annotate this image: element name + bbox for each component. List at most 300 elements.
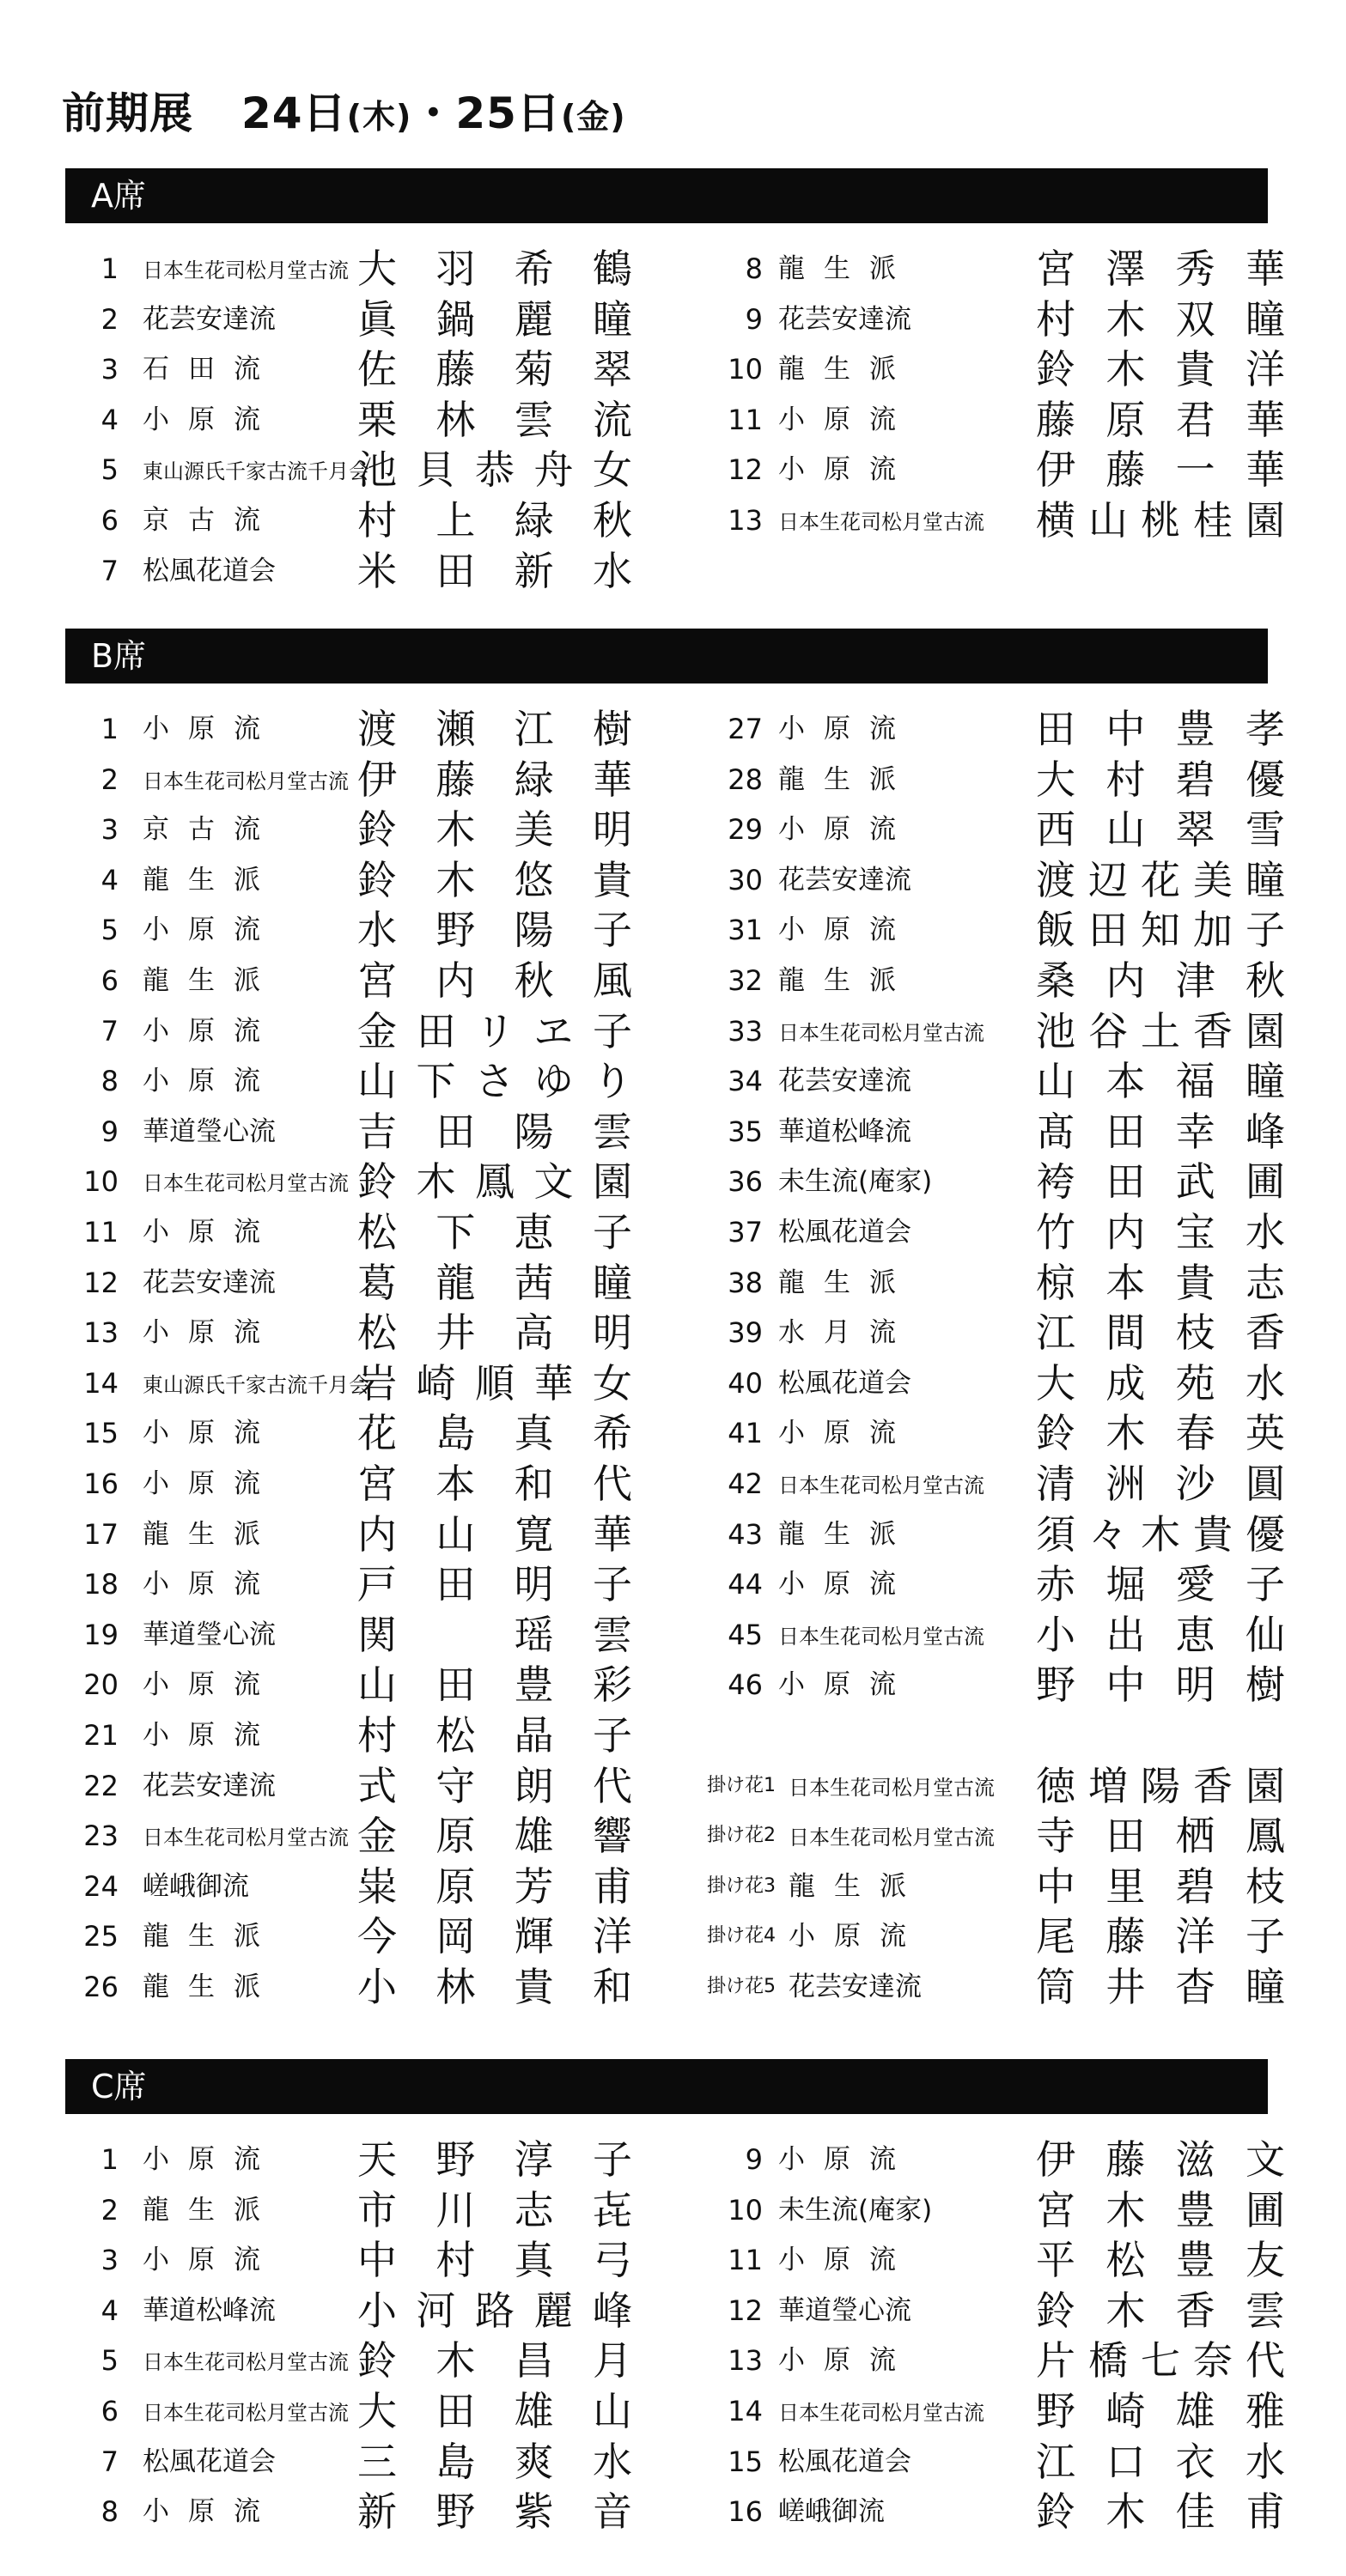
artist-name: 大羽希鶴 bbox=[357, 246, 632, 292]
entry-number: 43 bbox=[728, 1517, 763, 1551]
artist-name: 市川志㐂 bbox=[357, 2186, 632, 2233]
school-name: 日本生花司松月堂古流 bbox=[778, 1624, 984, 1649]
entry-row bbox=[65, 2336, 632, 2385]
school-name: 松風花道会 bbox=[143, 555, 276, 586]
entry-row bbox=[65, 2286, 632, 2336]
school-name: 龍生派 bbox=[778, 1267, 915, 1298]
school-name: 日本生花司松月堂古流 bbox=[143, 1826, 349, 1850]
entry-number: 掛け花5 bbox=[707, 1976, 776, 1997]
entry-number: 24 bbox=[83, 1869, 119, 1903]
entry-number: 22 bbox=[83, 1769, 119, 1802]
entry-number: 6 bbox=[100, 2395, 119, 2427]
entry-number: 35 bbox=[728, 1115, 763, 1148]
entry-row bbox=[65, 2386, 632, 2436]
entry-row bbox=[65, 1710, 632, 1760]
entry-row bbox=[65, 445, 632, 495]
entry-number: 13 bbox=[83, 1316, 119, 1350]
school-name: 日本生花司松月堂古流 bbox=[778, 510, 984, 534]
artist-name: 平松豊友 bbox=[1036, 2237, 1285, 2284]
entry-number: 15 bbox=[83, 1417, 119, 1450]
entry-number: 3 bbox=[100, 813, 119, 847]
artist-name: 鈴木貴洋 bbox=[1036, 346, 1285, 393]
artist-name: 野中明樹 bbox=[1036, 1662, 1285, 1709]
school-name: 龍生派 bbox=[778, 253, 915, 284]
school-name: 小原流 bbox=[143, 2496, 279, 2528]
entry-row bbox=[701, 395, 1285, 445]
entry-number: 掛け花2 bbox=[707, 1825, 776, 1847]
school-name: 小原流 bbox=[143, 1418, 279, 1449]
entry-row bbox=[65, 1911, 632, 1961]
entry-number: 10 bbox=[728, 2193, 763, 2227]
school-name: 京古流 bbox=[143, 814, 279, 846]
entry-number: 7 bbox=[100, 554, 119, 587]
entry-row bbox=[701, 1107, 1285, 1157]
artist-name: 新野紫音 bbox=[357, 2488, 632, 2536]
artist-name: 須々木貴優 bbox=[1036, 1510, 1285, 1558]
school-name: 松風花道会 bbox=[778, 2445, 911, 2477]
section-header: B席 bbox=[65, 629, 1268, 683]
entry-row bbox=[65, 1660, 632, 1710]
artist-name: 江間枝香 bbox=[1036, 1309, 1285, 1357]
artist-name: 髙田幸峰 bbox=[1036, 1108, 1285, 1155]
entry-number: 2 bbox=[100, 302, 119, 336]
artist-name: 鈴木佳甫 bbox=[1036, 2488, 1285, 2536]
artist-name: 金原雄響 bbox=[357, 1813, 632, 1860]
entry-number: 17 bbox=[83, 1517, 119, 1551]
school-name: 小原流 bbox=[143, 1669, 279, 1701]
school-name: 龍生派 bbox=[143, 965, 279, 996]
school-name: 小原流 bbox=[778, 1569, 915, 1601]
entry-row bbox=[701, 1510, 1285, 1559]
entry-row bbox=[65, 2437, 632, 2487]
school-name: 花芸安達流 bbox=[789, 1971, 922, 2002]
school-name: 嵯峨御流 bbox=[778, 2496, 885, 2528]
entry-row bbox=[65, 2135, 632, 2184]
entry-number: 4 bbox=[100, 2293, 119, 2327]
weekday-2: (金) bbox=[560, 98, 626, 136]
entry-row bbox=[701, 1761, 1285, 1811]
artist-name: 野崎雄雅 bbox=[1036, 2388, 1285, 2434]
entry-row bbox=[65, 1559, 632, 1609]
school-name: 小原流 bbox=[143, 1569, 279, 1601]
entry-row bbox=[65, 295, 632, 344]
artist-name: 宮本和代 bbox=[357, 1461, 632, 1507]
entry-row bbox=[65, 1258, 632, 1308]
entry-number: 8 bbox=[100, 2495, 119, 2529]
entry-number: 1 bbox=[100, 2143, 119, 2176]
entry-row bbox=[65, 956, 632, 1005]
entry-row bbox=[701, 1157, 1285, 1206]
entry-row bbox=[701, 2235, 1285, 2285]
artist-name: 飯田知加子 bbox=[1036, 907, 1285, 954]
school-name: 未生流(庵家) bbox=[778, 1166, 933, 1198]
school-name: 小原流 bbox=[143, 2144, 279, 2175]
section-a bbox=[65, 168, 1285, 605]
artist-name: 関 瑶雲 bbox=[357, 1611, 632, 1658]
school-name: 龍生派 bbox=[143, 1971, 279, 2002]
entry-row bbox=[701, 1207, 1285, 1257]
entry-number: 36 bbox=[728, 1165, 763, 1199]
artist-name: 金田リヱ子 bbox=[357, 1007, 632, 1054]
entry-number: 7 bbox=[100, 2445, 119, 2478]
entry-number: 15 bbox=[728, 2445, 763, 2478]
entry-row bbox=[701, 2487, 1285, 2537]
entry-number: 12 bbox=[728, 453, 763, 487]
artist-name: 山田豊彩 bbox=[357, 1662, 632, 1709]
entry-row bbox=[701, 855, 1285, 905]
entry-row bbox=[65, 1006, 632, 1056]
artist-name: 寺田栖鳳 bbox=[1036, 1813, 1285, 1860]
artist-name: 内山寛華 bbox=[357, 1510, 632, 1558]
entry-number: 46 bbox=[728, 1668, 763, 1702]
artist-name: 伊藤滋文 bbox=[1036, 2136, 1285, 2183]
school-name: 龍生派 bbox=[143, 2194, 279, 2226]
entry-row bbox=[65, 2185, 632, 2235]
entry-row bbox=[701, 1660, 1285, 1710]
entry-number: 8 bbox=[745, 252, 763, 285]
entry-number: 33 bbox=[728, 1014, 763, 1048]
entry-number: 25 bbox=[83, 1920, 119, 1953]
entry-row bbox=[65, 855, 632, 905]
entry-number: 30 bbox=[728, 863, 763, 896]
school-name: 小原流 bbox=[143, 1066, 279, 1097]
entry-row bbox=[701, 805, 1285, 854]
artist-name: 横山桃桂園 bbox=[1036, 497, 1285, 544]
school-name: 未生流(庵家) bbox=[778, 2194, 933, 2226]
entry-number: 8 bbox=[100, 1065, 119, 1098]
entry-row bbox=[65, 1157, 632, 1206]
school-name: 日本生花司松月堂古流 bbox=[143, 769, 349, 793]
entry-number: 11 bbox=[728, 403, 763, 436]
entry-number: 16 bbox=[83, 1467, 119, 1500]
artist-name: 竹内宝水 bbox=[1036, 1209, 1285, 1255]
entry-number: 12 bbox=[728, 2293, 763, 2327]
school-name: 松風花道会 bbox=[778, 1217, 911, 1248]
school-name: 小原流 bbox=[778, 2345, 915, 2377]
entry-number: 14 bbox=[728, 2395, 763, 2427]
entry-number: 3 bbox=[100, 2244, 119, 2277]
artist-name: 村松晶子 bbox=[357, 1712, 632, 1759]
entry-row bbox=[701, 1559, 1285, 1609]
school-name: 龍生派 bbox=[778, 965, 915, 996]
artist-name: 今岡輝洋 bbox=[357, 1913, 632, 1960]
entry-number: 44 bbox=[728, 1568, 763, 1601]
entry-number: 14 bbox=[83, 1366, 119, 1400]
school-name: 花芸安達流 bbox=[778, 303, 911, 335]
entry-number: 10 bbox=[728, 353, 763, 386]
entry-number: 38 bbox=[728, 1266, 763, 1299]
school-name: 小原流 bbox=[778, 454, 915, 486]
entry-number: 23 bbox=[83, 1820, 119, 1853]
weekday-1: (木) bbox=[346, 98, 412, 136]
artist-name: 池貝恭舟女 bbox=[357, 447, 632, 494]
entry-number: 4 bbox=[100, 863, 119, 896]
school-name: 龍生派 bbox=[778, 354, 915, 386]
entry-number: 32 bbox=[728, 964, 763, 997]
school-name: 日本生花司松月堂古流 bbox=[143, 2350, 349, 2375]
entry-number: 41 bbox=[728, 1417, 763, 1450]
artist-name: 尾藤洋子 bbox=[1036, 1913, 1285, 1960]
school-name: 小原流 bbox=[143, 914, 279, 946]
entry-row bbox=[65, 1207, 632, 1257]
entry-row bbox=[701, 704, 1285, 754]
entry-number: 9 bbox=[745, 302, 763, 336]
page-title bbox=[62, 79, 626, 141]
entry-row bbox=[701, 2135, 1285, 2184]
school-name: 日本生花司松月堂古流 bbox=[789, 1826, 995, 1850]
entry-number: 6 bbox=[100, 964, 119, 997]
artist-name: 宮木豊圃 bbox=[1036, 2186, 1285, 2233]
entry-number: 16 bbox=[728, 2495, 763, 2529]
school-name: 小原流 bbox=[778, 1418, 915, 1449]
entry-row bbox=[65, 546, 632, 596]
school-name: 華道瑩心流 bbox=[778, 2294, 911, 2326]
entry-row bbox=[65, 1811, 632, 1861]
school-name: 日本生花司松月堂古流 bbox=[143, 1171, 349, 1196]
entry-row bbox=[701, 755, 1285, 805]
entry-row bbox=[701, 1358, 1285, 1408]
entry-row bbox=[65, 1358, 632, 1408]
artist-name: 田中豊孝 bbox=[1036, 706, 1285, 752]
entry-row bbox=[701, 1258, 1285, 1308]
entry-number: 12 bbox=[83, 1266, 119, 1299]
school-name: 華道瑩心流 bbox=[143, 1115, 276, 1147]
artist-name: 中村真弓 bbox=[357, 2237, 632, 2284]
entry-number: 27 bbox=[728, 713, 763, 745]
entry-number: 6 bbox=[100, 504, 119, 537]
school-name: 花芸安達流 bbox=[143, 1770, 276, 1801]
entry-number: 19 bbox=[83, 1618, 119, 1651]
artist-name: 中里碧枝 bbox=[1036, 1862, 1285, 1910]
artist-name: 袴田武圃 bbox=[1036, 1158, 1285, 1206]
entry-list bbox=[65, 704, 1285, 2044]
school-name: 小原流 bbox=[778, 914, 915, 946]
entry-row bbox=[701, 2286, 1285, 2336]
entry-row bbox=[701, 905, 1285, 955]
entry-row bbox=[65, 1408, 632, 1458]
entry-row bbox=[701, 1911, 1285, 1961]
entry-number: 4 bbox=[100, 403, 119, 436]
artist-name: 吉田陽雲 bbox=[357, 1108, 632, 1155]
school-name: 小原流 bbox=[778, 714, 915, 744]
school-name: 華道松峰流 bbox=[143, 2294, 276, 2326]
entry-row bbox=[701, 2386, 1285, 2436]
entry-row bbox=[65, 1962, 632, 2012]
school-name: 京古流 bbox=[143, 505, 279, 536]
entry-row bbox=[65, 1862, 632, 1911]
school-name: 小原流 bbox=[143, 404, 279, 435]
school-name: 嵯峨御流 bbox=[143, 1870, 249, 1902]
entry-row bbox=[701, 2336, 1285, 2385]
entry-row bbox=[701, 1811, 1285, 1861]
artist-name: 江口衣水 bbox=[1036, 2438, 1285, 2485]
entry-number: 39 bbox=[728, 1316, 763, 1350]
artist-name: 小河路麗峰 bbox=[357, 2287, 632, 2334]
artist-name: 鈴木香雲 bbox=[1036, 2287, 1285, 2334]
entry-number: 28 bbox=[728, 762, 763, 796]
artist-name: 小林貴和 bbox=[357, 1964, 632, 2010]
entry-row bbox=[65, 755, 632, 805]
entry-row bbox=[701, 244, 1285, 294]
artist-name: 渡瀬江樹 bbox=[357, 706, 632, 752]
section-c bbox=[65, 2059, 1285, 2547]
entry-row bbox=[701, 1408, 1285, 1458]
artist-name: 山下さゆり bbox=[357, 1058, 632, 1105]
artist-name: 水野陽子 bbox=[357, 907, 632, 954]
section-header: C席 bbox=[65, 2059, 1268, 2114]
entry-number: 34 bbox=[728, 1065, 763, 1098]
entry-row bbox=[65, 905, 632, 955]
entry-number: 13 bbox=[728, 2344, 763, 2378]
artist-name: 鈴木美明 bbox=[357, 806, 632, 854]
artist-name: 岩崎順華女 bbox=[357, 1359, 632, 1406]
entry-row bbox=[701, 295, 1285, 344]
school-name: 小原流 bbox=[143, 1720, 279, 1751]
entry-number: 37 bbox=[728, 1216, 763, 1249]
artist-name: 筒井杳瞳 bbox=[1036, 1964, 1285, 2010]
school-name: 小原流 bbox=[143, 1217, 279, 1248]
section-b bbox=[65, 629, 1285, 2044]
school-name: 日本生花司松月堂古流 bbox=[789, 1775, 995, 1800]
entry-number: 掛け花1 bbox=[707, 1774, 776, 1796]
artist-name: 渡辺花美瞳 bbox=[1036, 856, 1285, 903]
entry-number: 1 bbox=[100, 252, 119, 285]
entry-number: 13 bbox=[728, 504, 763, 537]
school-name: 日本生花司松月堂古流 bbox=[778, 2401, 984, 2425]
entry-row bbox=[701, 956, 1285, 1005]
entry-row bbox=[65, 244, 632, 294]
entry-number: 29 bbox=[728, 813, 763, 847]
artist-name: 山本福瞳 bbox=[1036, 1058, 1285, 1105]
school-name: 松風花道会 bbox=[778, 1367, 911, 1399]
entry-row bbox=[701, 1308, 1285, 1358]
entry-number: 5 bbox=[100, 2344, 119, 2378]
artist-name: 村上緑秋 bbox=[357, 497, 632, 544]
section-header: A席 bbox=[65, 168, 1268, 223]
entry-number: 掛け花3 bbox=[707, 1874, 776, 1897]
entry-number: 5 bbox=[100, 453, 119, 487]
entry-number: 5 bbox=[100, 914, 119, 947]
entry-row bbox=[701, 1006, 1285, 1056]
entry-number: 21 bbox=[83, 1719, 119, 1752]
artist-name: 小出恵仙 bbox=[1036, 1611, 1285, 1658]
artist-name: 鈴木悠貴 bbox=[357, 856, 632, 903]
entry-row bbox=[701, 1962, 1285, 2012]
school-name: 小原流 bbox=[143, 714, 279, 744]
entry-number: 18 bbox=[83, 1568, 119, 1601]
entry-row bbox=[701, 1610, 1285, 1660]
artist-name: 宮内秋風 bbox=[357, 957, 632, 1004]
entry-number: 31 bbox=[728, 914, 763, 947]
artist-name: 赤堀愛子 bbox=[1036, 1561, 1285, 1608]
entry-list bbox=[65, 2135, 1285, 2547]
artist-name: 伊藤緑華 bbox=[357, 756, 632, 803]
entry-row bbox=[65, 1761, 632, 1811]
artist-name: 鈴木鳳文園 bbox=[357, 1158, 632, 1206]
school-name: 花芸安達流 bbox=[778, 864, 911, 896]
artist-name: 大成苑水 bbox=[1036, 1359, 1285, 1406]
entry-row bbox=[65, 1459, 632, 1509]
artist-name: 椋本貴志 bbox=[1036, 1259, 1285, 1306]
entry-row bbox=[701, 2185, 1285, 2235]
artist-name: 松下恵子 bbox=[357, 1209, 632, 1255]
school-name: 水月流 bbox=[778, 1317, 915, 1349]
entry-number: 9 bbox=[745, 2143, 763, 2176]
school-name: 小原流 bbox=[143, 2245, 279, 2276]
entry-number: 11 bbox=[83, 1216, 119, 1249]
artist-name: 片橋七奈代 bbox=[1036, 2337, 1285, 2385]
artist-name: 西山翠雪 bbox=[1036, 806, 1285, 854]
school-name: 龍生派 bbox=[789, 1870, 925, 1902]
school-name: 石田流 bbox=[143, 354, 279, 386]
artist-name: 米田新水 bbox=[357, 547, 632, 594]
school-name: 松風花道会 bbox=[143, 2445, 276, 2477]
school-name: 龍生派 bbox=[143, 864, 279, 896]
artist-name: 三島爽水 bbox=[357, 2438, 632, 2485]
entry-row bbox=[701, 445, 1285, 495]
entry-row bbox=[701, 495, 1285, 545]
entry-row bbox=[701, 2437, 1285, 2487]
artist-name: 天野淳子 bbox=[357, 2136, 632, 2183]
school-name: 華道瑩心流 bbox=[143, 1619, 276, 1650]
date-2: 25日 bbox=[455, 88, 561, 138]
entry-number: 40 bbox=[728, 1366, 763, 1400]
artist-name: 藤原君華 bbox=[1036, 396, 1285, 443]
artist-name: 池谷土香園 bbox=[1036, 1007, 1285, 1054]
school-name: 花芸安達流 bbox=[778, 1066, 911, 1097]
artist-name: 清洲沙圓 bbox=[1036, 1461, 1285, 1507]
school-name: 小原流 bbox=[778, 2144, 915, 2175]
school-name: 東山源氏千家古流千月会 bbox=[143, 459, 369, 484]
entry-row bbox=[65, 1107, 632, 1157]
artist-name: 大田雄山 bbox=[357, 2388, 632, 2434]
artist-name: 伊藤一華 bbox=[1036, 447, 1285, 494]
artist-name: 粜原芳甫 bbox=[357, 1862, 632, 1910]
school-name: 華道松峰流 bbox=[778, 1115, 911, 1147]
school-name: 小原流 bbox=[789, 1921, 925, 1953]
school-name: 龍生派 bbox=[143, 1518, 279, 1550]
artist-name: 花島真希 bbox=[357, 1410, 632, 1457]
artist-name: 戸田明子 bbox=[357, 1561, 632, 1608]
entry-row bbox=[65, 805, 632, 854]
entry-row bbox=[701, 1862, 1285, 1911]
school-name: 龍生派 bbox=[778, 763, 915, 795]
entry-row bbox=[65, 704, 632, 754]
school-name: 小原流 bbox=[778, 814, 915, 846]
school-name: 小原流 bbox=[778, 2245, 915, 2276]
artist-name: 大村碧優 bbox=[1036, 756, 1285, 803]
artist-name: 佐藤菊翠 bbox=[357, 346, 632, 393]
entry-number: 1 bbox=[100, 713, 119, 745]
artist-name: 徳増陽香園 bbox=[1036, 1762, 1285, 1809]
school-name: 小原流 bbox=[778, 404, 915, 435]
entry-row bbox=[65, 395, 632, 445]
school-name: 小原流 bbox=[143, 1317, 279, 1349]
artist-name: 桑内津秋 bbox=[1036, 957, 1285, 1004]
artist-name: 鈴木昌月 bbox=[357, 2337, 632, 2385]
entry-row bbox=[701, 1056, 1285, 1106]
entry-list bbox=[65, 244, 1285, 605]
entry-row bbox=[65, 1056, 632, 1106]
entry-row bbox=[65, 1510, 632, 1559]
artist-name: 宮澤秀華 bbox=[1036, 246, 1285, 292]
entry-number: 9 bbox=[100, 1115, 119, 1148]
entry-number: 2 bbox=[100, 762, 119, 796]
entry-number: 7 bbox=[100, 1014, 119, 1048]
entry-row bbox=[65, 1610, 632, 1660]
entry-number: 45 bbox=[728, 1618, 763, 1651]
school-name: 日本生花司松月堂古流 bbox=[778, 1473, 984, 1498]
